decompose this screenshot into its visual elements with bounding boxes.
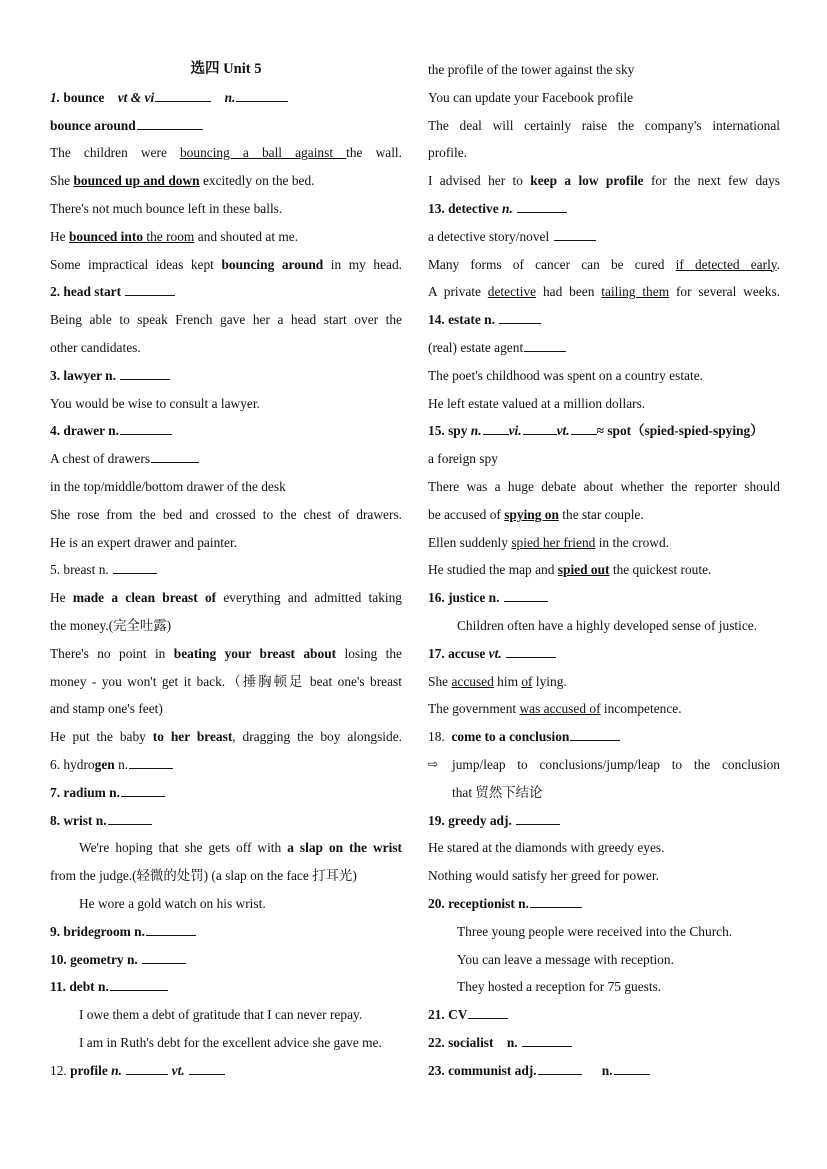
example-sentence: He stared at the diamonds with greedy eyes. — [428, 840, 665, 856]
entry-radium: 7. radium n. — [50, 779, 402, 807]
entry-wrist: 8. wrist n. — [50, 807, 402, 835]
example-sentence: the profile of the tower against the sky — [428, 62, 635, 77]
entry-bounce: 1. bounce vt & vi n. — [50, 84, 402, 112]
entry-lawyer: 3. lawyer n. — [50, 362, 402, 390]
entry-profile: 12. profile n. vt. — [50, 1057, 402, 1085]
example-sentence: They hosted a reception for 75 guests. — [457, 979, 662, 995]
example-sentence: You can update your Facebook profile — [428, 89, 634, 105]
entry-spy: 15. spy n. vi. vt. ≈ spot（spied-spied-spying） — [428, 423, 764, 439]
entry-communist: 23. communist adj. n. — [428, 1057, 780, 1085]
example-sentence: I advised her to keep a low profile for the next few days — [428, 173, 780, 189]
example-sentence: He is an expert drawer and painter. — [50, 534, 238, 550]
example-sentence: There's not much bounce left in these balls. — [50, 200, 283, 216]
phrase-detective-story: a detective story/novel — [428, 223, 780, 251]
example-sentence: He put the baby to her breast, dragging the boy alongside. — [50, 729, 402, 745]
example-sentence: He studied the map and spied out the quickest route. — [428, 562, 712, 578]
phrase-estate-agent: (real) estate agent — [428, 334, 780, 362]
example-sentence: Three young people were received into the Church. — [457, 923, 733, 939]
right-column — [428, 56, 780, 1084]
entry-bridegroom: 9. bridegroom n. — [50, 918, 402, 946]
phrase-bounce-around: bounce around — [50, 112, 402, 140]
example-sentence: Ellen suddenly spied her friend in the crowd. — [428, 534, 669, 550]
example-sentence: He bounced into the room and shouted at me. — [50, 228, 299, 244]
example-sentence: in the top/middle/bottom drawer of the desk — [50, 478, 286, 494]
example-sentence: He made a clean breast of everything and admitted taking — [50, 590, 402, 606]
example-sentence: Being able to speak French gave her a head start over the — [50, 312, 402, 328]
phrase-chest-of-drawers: A chest of drawers — [50, 445, 402, 473]
entry-socialist: 22. socialist n. — [428, 1029, 780, 1057]
example-sentence: The government was accused of incompetence. — [428, 701, 682, 717]
entry-detective: 13. detective n. — [428, 195, 780, 223]
example-sentence: The deal will certainly raise the company's international — [428, 117, 780, 133]
entry-hydrogen: 6. hydrogen n. — [50, 751, 402, 779]
example-sentence: Many forms of cancer can be cured if detected early. — [428, 256, 780, 272]
example-sentence: Some impractical ideas kept bouncing around in my head. — [50, 256, 403, 272]
entry-come-to-a-conclusion: 18. come to a conclusion — [428, 723, 780, 751]
example-sentence: He wore a gold watch on his wrist. — [79, 895, 266, 911]
example-sentence: I am in Ruth's debt for the excellent advice she gave me. — [79, 1034, 382, 1050]
example-sentence: profile. — [428, 145, 468, 161]
entry-breast: 5. breast n. — [50, 556, 402, 584]
example-sentence: The poet's childhood was spent on a country estate. — [428, 367, 703, 383]
entry-head-start: 2. head start — [50, 278, 402, 306]
page-title: 选四 Unit 5 — [190, 61, 262, 77]
example-sentence: She rose from the bed and crossed to the chest of drawers. — [50, 506, 402, 522]
entry-receptionist: 20. receptionist n. — [428, 890, 780, 918]
example-sentence: other candidates. — [50, 339, 141, 355]
entry-cv: 21. CV — [428, 1001, 780, 1029]
example-sentence: He left estate valued at a million dollars. — [428, 395, 646, 411]
entry-debt: 11. debt n. — [50, 973, 402, 1001]
phrase-foreign-spy: a foreign spy — [428, 451, 498, 467]
phrase-jump-to-conclusions: ⇨ jump/leap to conclusions/jump/leap to the conclusion — [428, 751, 780, 779]
example-sentence: money - you won't get it back.（捶胸顿足 beat one's breast — [50, 673, 402, 689]
example-sentence: be accused of spying on the star couple. — [428, 506, 644, 522]
example-sentence: We're hoping that she gets off with a slap on the wrist — [79, 840, 402, 856]
entry-justice: 16. justice n. — [428, 584, 780, 612]
example-sentence: I owe them a debt of gratitude that I can never repay. — [79, 1007, 363, 1023]
example-sentence: There was a huge debate about whether the reporter should — [428, 478, 780, 494]
example-sentence: The children were bouncing a ball against the wall. — [50, 145, 402, 161]
example-sentence: She bounced up and down excitedly on the bed. — [50, 173, 315, 189]
example-sentence: You can leave a message with reception. — [457, 951, 674, 967]
example-sentence: There's no point in beating your breast about losing the — [50, 645, 402, 661]
example-sentence: Nothing would satisfy her greed for power. — [428, 868, 659, 884]
example-sentence: She accused him of lying. — [428, 673, 567, 689]
example-sentence: and stamp one's feet) — [50, 701, 163, 717]
entry-accuse: 17. accuse vt. — [428, 640, 780, 668]
example-sentence: from the judge.(轻微的处罚) (a slap on the face 打耳光) — [50, 868, 357, 884]
entry-drawer: 4. drawer n. — [50, 417, 402, 445]
arrow-icon: ⇨ — [428, 756, 439, 771]
left-column — [50, 56, 402, 1084]
example-sentence: the money.(完全吐露) — [50, 617, 172, 633]
entry-geometry: 10. geometry n. — [50, 946, 402, 974]
phrase-jump-to-conclusions-cont: that 贸然下结论 — [452, 784, 543, 800]
example-sentence: A private detective had been tailing them for several weeks. — [428, 284, 780, 300]
entry-estate: 14. estate n. — [428, 306, 780, 334]
example-sentence: Children often have a highly developed sense of justice. — [457, 617, 758, 633]
entry-greedy: 19. greedy adj. — [428, 807, 780, 835]
example-sentence: You would be wise to consult a lawyer. — [50, 395, 260, 411]
